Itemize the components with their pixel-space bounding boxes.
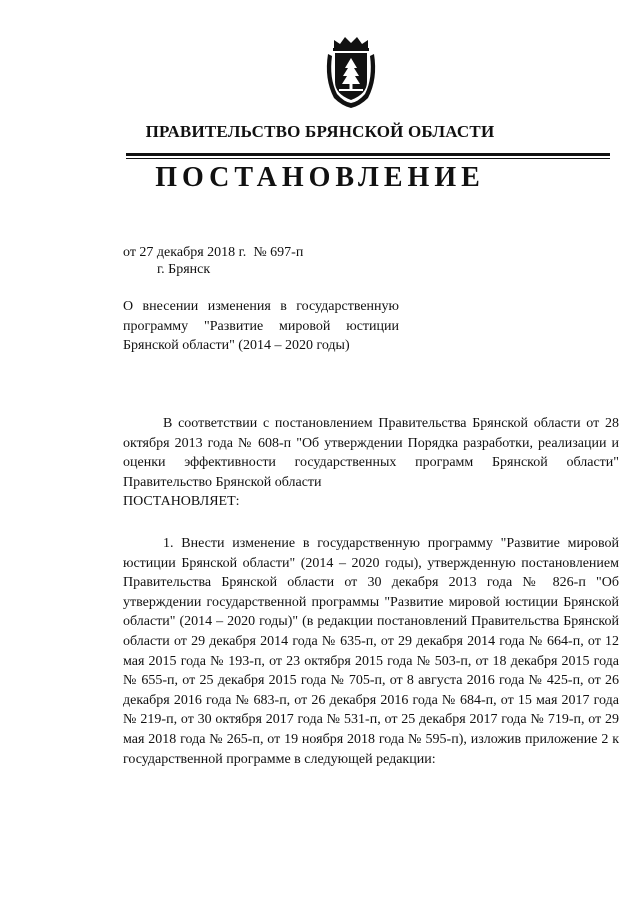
- document-subject: О внесении изменения в государственную программу "Развитие мировой юстиции Брянской области" (2014 – 2020 годы): [123, 299, 399, 353]
- item-1-paragraph: 1. Внести изменение в государственную программу "Развитие мировой юстиции Брянской области" (2014 – 2020 годы), утвержденную постановлением Правительства Брянской области от 30 декабря 2013 года № 826-п "Об утверждении государственной программы "Развитие мировой юстиции Брянской области" (2014 – 2020 годы)" (в редакции постановлений Правительства Брянской области от 29 декабря 2014 года № 635-п, от 29 декабря 2014 года № 664-п, от 12 мая 2015 года № 193-п, от 23 октября 2015 года № 503-п, от 18 декабря 2015 года № 655-п, от 25 декабря 2015 года № 705-п, от 8 августа 2016 года № 425-п, от 26 декабря 2016 года № 683-п, от 26 декабря 2016 года № 684-п, от 15 мая 2017 года № 219-п, от 30 октября 2017 года № 531-п, от 25 декабря 2017 года № 719-п, от 29 мая 2018 года № 265-п, от 19 ноября 2018 года № 595-п), изложив приложение 2 к государственной программе в следующей редакции:: [123, 535, 619, 767]
- organization-title: ПРАВИТЕЛЬСТВО БРЯНСКОЙ ОБЛАСТИ: [145, 122, 495, 141]
- document-type-title: ПОСТАНОВЛЕНИЕ: [155, 162, 485, 193]
- date-number-line: [123, 245, 303, 261]
- document-number: № 697-п: [253, 245, 304, 260]
- document-date: от 27 декабря 2018 г.: [123, 245, 247, 260]
- coat-of-arms-icon: [322, 34, 380, 110]
- preamble-paragraph: В соответствии с постановлением Правительства Брянской области от 28 октября 2013 года № 608-п "Об утверждении Порядка разработки, реализации и оценки эффективности государственных программ Брянской области" Правительство Брянской области: [123, 416, 619, 490]
- document-city: г. Брянск: [157, 262, 211, 277]
- resolves-heading: ПОСТАНОВЛЯЕТ:: [123, 494, 240, 510]
- document-body: [123, 414, 619, 769]
- header-rule-thin: [126, 158, 610, 159]
- header-rule-thick: [126, 153, 610, 156]
